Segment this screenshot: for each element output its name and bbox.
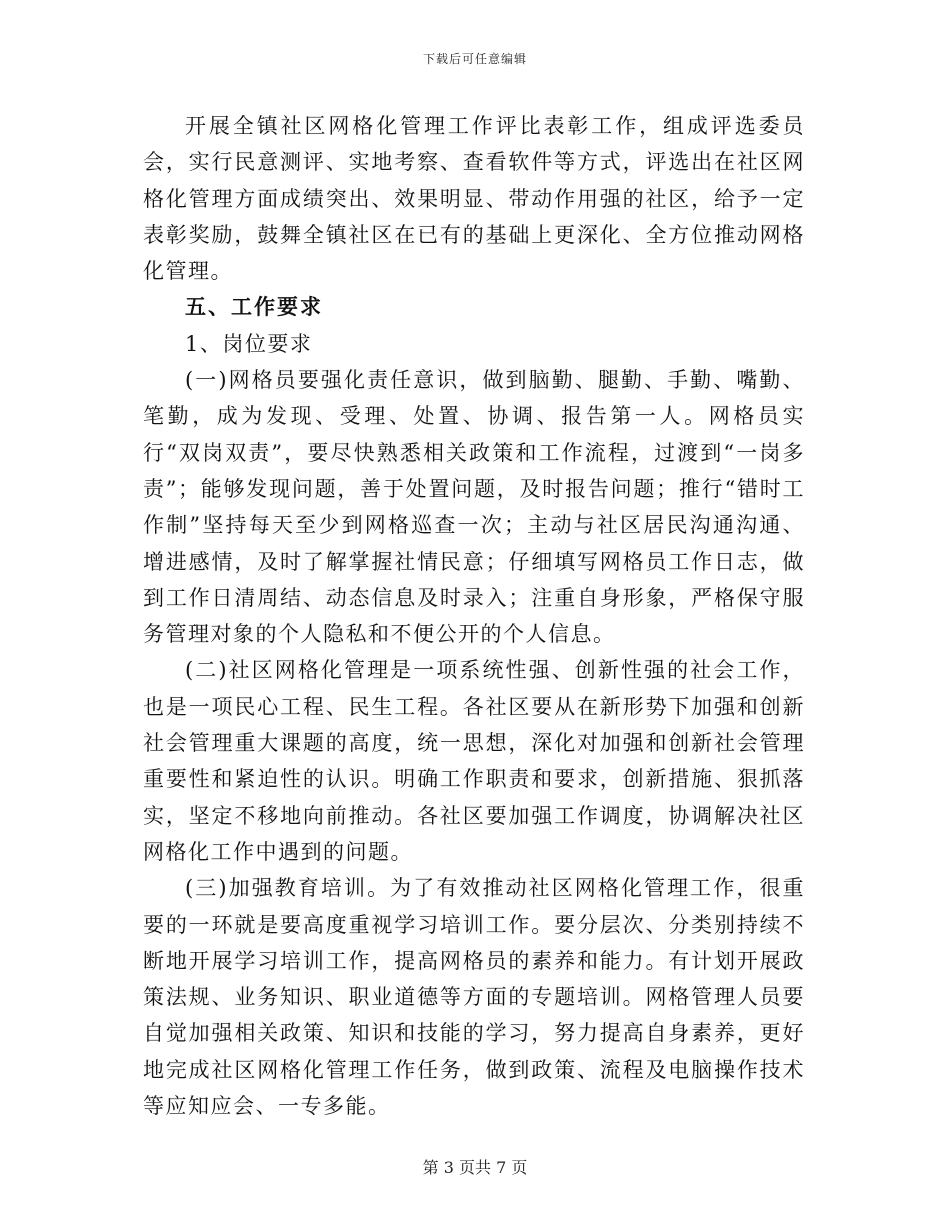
section-heading: 五、工作要求	[185, 294, 323, 320]
intro-paragraph: 开展全镇社区网格化管理工作评比表彰工作，组成评选委员会，实行民意测评、实地考察、查看软件等方式，评选出在社区网格化管理方面成绩突出、效果明显、带动作用强的社区，给予一定表彰奖励，鼓舞全镇社区在已有的基础上更深化、全方位推动网格化管理。	[143, 114, 805, 284]
paragraph-2: (二)社区网格化管理是一项系统性强、创新性强的社会工作，也是一项民心工程、民生工程。各社区要从在新形势下加强和创新社会管理重大课题的高度，统一思想，深化对加强和创新社会管理重要性和紧迫性的认识。明确工作职责和要求，创新措施、狠抓落实，坚定不移地向前推动。各社区要加强工作调度，协调解决社区网格化工作中遇到的问题。	[143, 658, 805, 864]
paragraph-1: (一)网格员要强化责任意识，做到脑勤、腿勤、手勤、嘴勤、笔勤，成为发现、受理、处置、协调、报告第一人。网格员实行“双岗双责”，要尽快熟悉相关政策和工作流程，过渡到“一岗多责”；能够发现问题，善于处置问题，及时报告问题；推行“错时工作制”坚持每天至少到网格巡查一次；主动与社区居民沟通沟通、增进感情，及时了解掌握社情民意；仔细填写网格员工作日志，做到工作日清周结、动态信息及时录入；注重自身形象，严格保守服务管理对象的个人隐私和不便公开的个人信息。	[143, 368, 805, 647]
page-header: 下载后可任意编辑	[422, 52, 527, 66]
document-body	[143, 108, 805, 1124]
paragraph-3: (三)加强教育培训。为了有效推动社区网格化管理工作，很重要的一环就是要高度重视学习培训工作。要分层次、分类别持续不断地开展学习培训工作，提高网格员的素养和能力。有计划开展政策法规、业务知识、职业道德等方面的专题培训。网格管理人员要自觉加强相关政策、知识和技能的学习，努力提高自身素养，更好地完成社区网格化管理工作任务，做到政策、流程及电脑操作技术等应知应会、一专多能。	[143, 876, 805, 1119]
page-footer: 第 3 页共 7 页	[422, 1158, 528, 1177]
sub-heading: 1、岗位要求	[185, 331, 313, 356]
